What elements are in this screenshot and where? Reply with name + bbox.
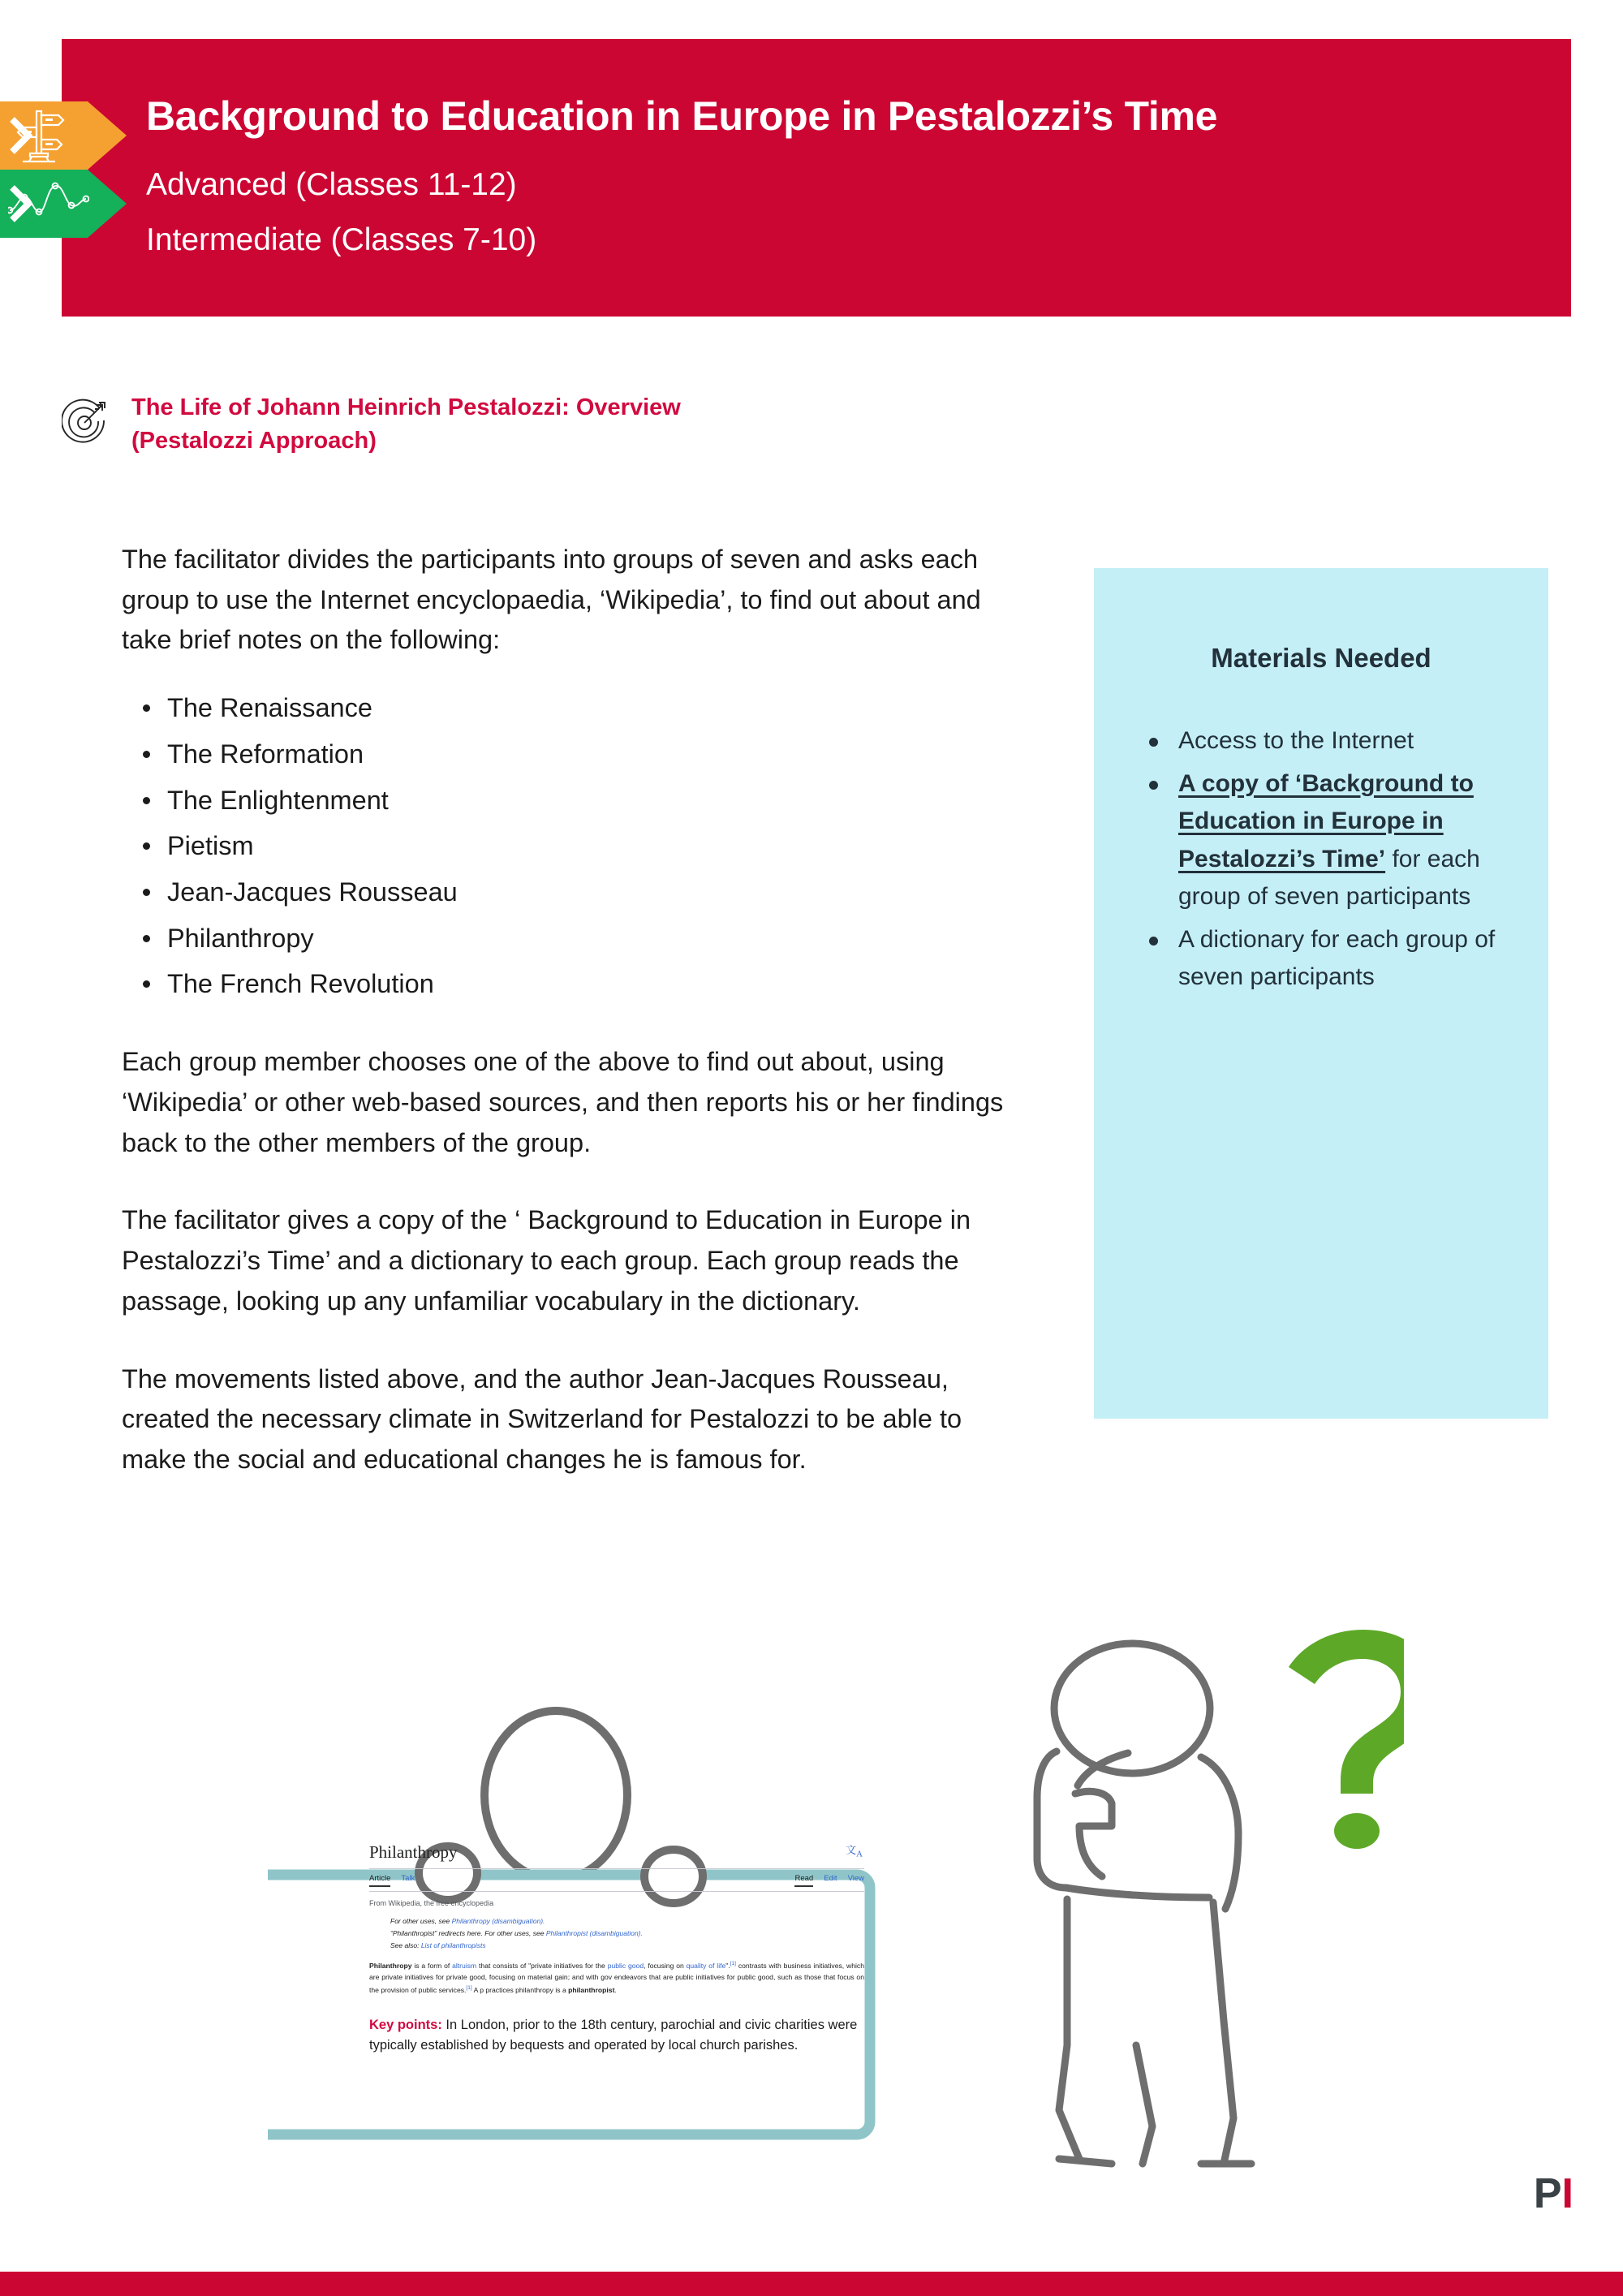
- header-subtitle-advanced: Advanced (Classes 11-12): [146, 167, 517, 202]
- wiki-link-quality-of-life[interactable]: quality of life: [686, 1961, 726, 1970]
- wiki-reference-1[interactable]: [1]: [730, 1960, 736, 1966]
- paragraph-intro: The facilitator divides the participants into groups of seven and asks each group to use the Internet encyclopaedia, ‘Wikipedia’, to find out about and take brief notes on the following:: [122, 545, 981, 655]
- materials-needed-panel: [1094, 568, 1548, 1419]
- section-title-line1: The Life of Johann Heinrich Pestalozzi: Overview: [131, 394, 681, 420]
- paragraph-movements: The movements listed above, and the author Jean-Jacques Rousseau, created the necessary climate in Switzerland for Pestalozzi to be able to make the social and educational changes he is famous for.: [122, 1363, 962, 1474]
- page-title: Background to Education in Europe in Pestalozzi’s Time: [146, 93, 1218, 139]
- materials-list: [1094, 722, 1548, 997]
- tab-read[interactable]: Read: [794, 1874, 813, 1887]
- chevron-right-icon: [8, 185, 32, 222]
- section-title-line2: (Pestalozzi Approach): [131, 428, 377, 454]
- wiki-link-philanthropist-disambiguation[interactable]: Philanthropist (disambiguation).: [545, 1928, 643, 1937]
- list-item: The French Revolution: [167, 964, 1006, 1005]
- key-points-label: Key points:: [369, 2018, 442, 2033]
- list-item: A dictionary for each group of seven participants: [1178, 921, 1514, 997]
- list-item: Access to the Internet: [1178, 722, 1514, 760]
- thinking-person-icon: [1037, 1643, 1251, 2164]
- brand-logo: [1534, 2169, 1573, 2218]
- wiki-article-title: Philanthropy 文$_A$: [369, 1844, 864, 1869]
- key-points-block: [369, 2015, 864, 2056]
- wiki-hatnote-1: For other uses, see Philanthropy (disambiguation).: [390, 1917, 545, 1925]
- wikipedia-screenshot: [369, 1844, 864, 2056]
- topics-list: [122, 688, 1006, 1005]
- logo-letter-i: I: [1561, 2170, 1573, 2217]
- wiki-from-line: From Wikipedia, the free encyclopedia: [369, 1899, 494, 1907]
- list-item: The Reformation: [167, 734, 1006, 775]
- wiki-link-altruism[interactable]: altruism: [452, 1961, 477, 1970]
- wiki-link-disambiguation[interactable]: Philanthropy (disambiguation).: [451, 1917, 545, 1925]
- tab-article[interactable]: Article: [369, 1874, 390, 1887]
- language-translate-icon[interactable]: 文$_A$: [846, 1844, 863, 1859]
- wiki-hatnote-3: See also: List of philanthropists: [390, 1941, 486, 1949]
- materials-title: Materials Needed: [1211, 643, 1431, 673]
- section-header: [62, 390, 1117, 458]
- logo-letter-p: P: [1533, 2170, 1561, 2217]
- body-content: [122, 540, 1006, 1518]
- section-title: [131, 390, 681, 458]
- tab-talk[interactable]: Talk: [401, 1874, 415, 1883]
- footer-bar: [0, 2272, 1623, 2296]
- wiki-link-public-good[interactable]: public good: [607, 1961, 644, 1970]
- paragraph-group-members: Each group member chooses one of the above to find out about, using ‘Wikipedia’ or other web-based sources, and then reports his or her findings back to the other members of the group.: [122, 1047, 1004, 1157]
- target-arrow-icon: [62, 396, 114, 448]
- wiki-reference-2[interactable]: [1]: [466, 1985, 472, 1992]
- chevron-right-icon: [8, 117, 32, 154]
- materials-item2-rest: for each group of seven participants: [1178, 845, 1480, 910]
- tab-edit[interactable]: Edit: [824, 1874, 837, 1883]
- wiki-tab-bar: [369, 1869, 864, 1892]
- list-item: [1178, 765, 1514, 916]
- list-item: The Renaissance: [167, 688, 1006, 729]
- wiki-hatnotes: [390, 1915, 864, 1952]
- list-item: Pietism: [167, 826, 1006, 867]
- header-subtitle-intermediate: Intermediate (Classes 7-10): [146, 222, 537, 257]
- wiki-lead-paragraph: Philanthropy is a form of altruism that consists of "private initiatives for the public good, focusing on quality of life".[1] contrasts with business initiatives, which are private initiatives for private good, focusing on material gain; and with gov endeavors that are public initiatives for public good, such as those that focus on the provision of public services.[1] A p practices philanthropy is a philanthropist.: [369, 1960, 864, 1995]
- wiki-link-list-philanthropists[interactable]: List of philanthropists: [420, 1941, 486, 1949]
- list-item: Jean-Jacques Rousseau: [167, 872, 1006, 913]
- tab-view[interactable]: View: [847, 1874, 864, 1883]
- key-points-text: In London, prior to the 18th century, parochial and civic charities were typically established by bequests and operated by local church parishes.: [369, 2018, 858, 2053]
- list-item: The Enlightenment: [167, 781, 1006, 821]
- wiki-hatnote-2: “Philanthropist” redirects here. For other uses, see Philanthropist (disambiguation).: [390, 1928, 643, 1937]
- paragraph-facilitator-copy: The facilitator gives a copy of the ‘ Background to Education in Europe in Pestalozzi’s Time’ and a dictionary to each group. Each group reads the passage, looking up any unfamiliar vocabulary in the dictionary.: [122, 1205, 971, 1316]
- list-item: Philanthropy: [167, 919, 1006, 959]
- question-mark-icon: [1289, 1630, 1404, 1849]
- materials-emphasis: A copy of ‘Background to Education in Europe in Pestalozzi’s Time’: [1178, 769, 1474, 872]
